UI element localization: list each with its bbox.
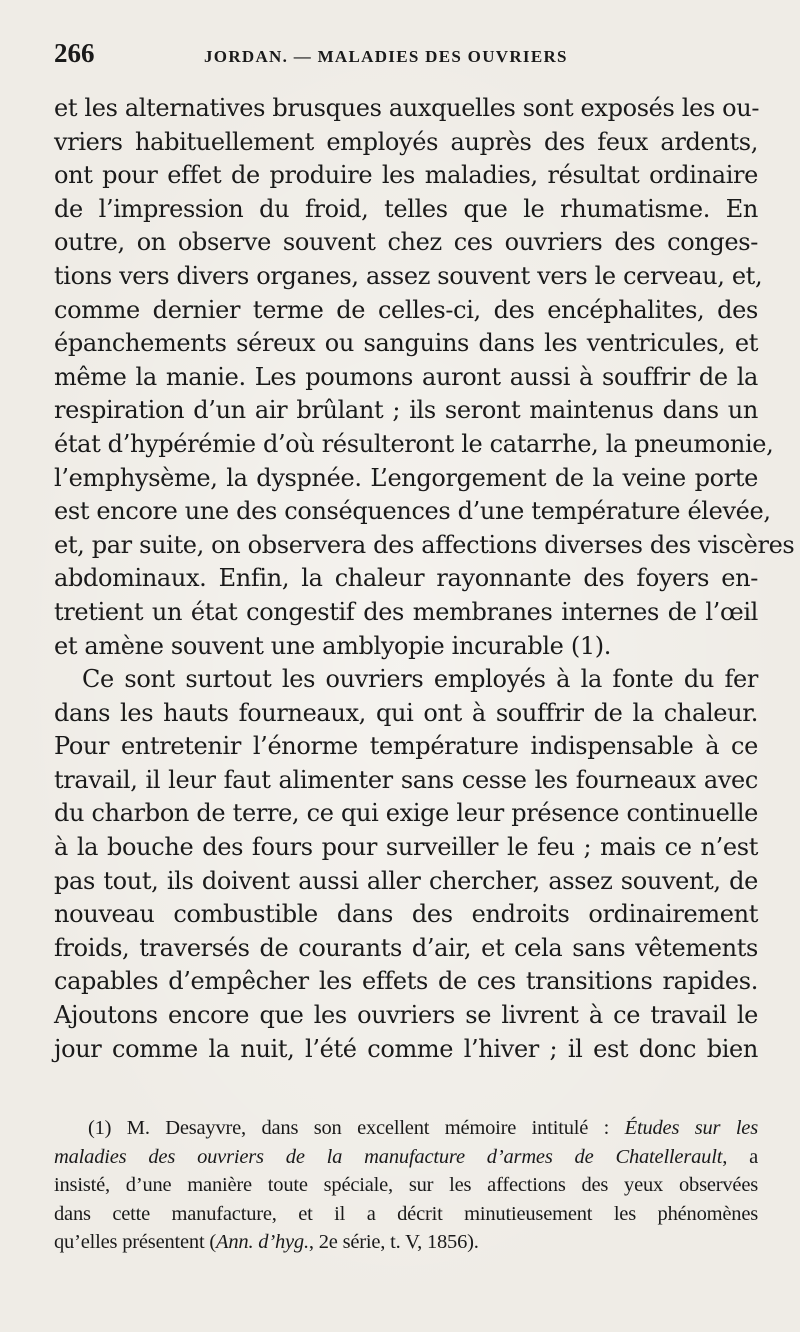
text-line: tions vers divers organes, assez souvent vers le cerveau, et, <box>54 261 763 290</box>
running-title: JORDAN. — MALADIES DES OUVRIERS <box>204 47 568 66</box>
footnote <box>54 1114 758 1257</box>
text-line: à la bouche des fours pour surveiller le feu ; mais ce n’est <box>54 833 758 862</box>
footnote-line: dans cette manufacture, et il a décrit minutieusement les phénomènes <box>54 1202 758 1225</box>
text-line: jour comme la nuit, l’été comme l’hiver ; il est donc bien <box>54 1034 758 1063</box>
footnote-line: insisté, d’une manière toute spéciale, sur les affections des yeux observées <box>54 1174 758 1197</box>
text-line: abdominaux. Enfin, la chaleur rayonnante des foyers en- <box>54 564 758 593</box>
text-line: est encore une des conséquences d’une température élevée, <box>54 497 771 526</box>
running-header <box>54 38 758 78</box>
footnote-text: , a <box>722 1145 758 1168</box>
text-line: état d’hypérémie d’où résulteront le catarrhe, la pneumonie, <box>54 429 774 458</box>
footnote-title: maladies des ouvriers de la manufacture d’armes de Chatellerault <box>54 1145 723 1168</box>
text-line: et amène souvent une amblyopie incurable (1). <box>54 631 612 660</box>
text-line: comme dernier terme de celles-ci, des encéphalites, des <box>54 295 758 324</box>
text-line: de l’impression du froid, telles que le rhumatisme. En <box>54 194 758 223</box>
footnote-title: Études sur les <box>624 1117 758 1140</box>
text-line: et les alternatives brusques auxquelles sont exposés les ou- <box>54 94 760 122</box>
text-line: capables d’empêcher les effets de ces transitions rapides. <box>54 967 758 996</box>
text-line: et, par suite, on observera des affections diverses des viscères <box>54 530 795 559</box>
text-line: Ajoutons encore que les ouvriers se livrent à ce travail le <box>54 1001 758 1030</box>
text-line: respiration d’un air brûlant ; ils seront maintenus dans un <box>54 396 758 425</box>
footnote-line <box>54 1114 758 1143</box>
footnote-text: , 2e série, t. V, 1856). <box>308 1231 479 1254</box>
paragraph-2 <box>54 663 758 1066</box>
text-line: travail, il leur faut alimenter sans cesse les fourneaux avec <box>54 765 758 794</box>
footnote-line <box>54 1228 758 1257</box>
text-line: même la manie. Les poumons auront aussi à souffrir de la <box>54 362 758 391</box>
text-line: tretient un état congestif des membranes internes de l’œil <box>54 597 758 626</box>
footnote-text: (1) M. Desayvre, dans son excellent mémoire intitulé : <box>88 1117 625 1140</box>
text-line: vriers habituellement employés auprès des feux ardents, <box>54 127 758 156</box>
footnote-journal: Ann. d’hyg. <box>216 1231 309 1254</box>
text-line: l’emphysème, la dyspnée. L’engorgement de la veine porte <box>54 463 758 492</box>
text-line: dans les hauts fourneaux, qui ont à souffrir de la chaleur. <box>54 698 758 727</box>
text-line: outre, on observe souvent chez ces ouvriers des conges- <box>54 228 758 257</box>
text-line: ont pour effet de produire les maladies, résultat ordinaire <box>54 161 758 190</box>
page-number: 266 <box>54 38 95 68</box>
footnote-line <box>54 1143 758 1172</box>
text-line: Ce sont surtout les ouvriers employés à la fonte du fer <box>82 665 758 694</box>
footnote-text: qu’elles présentent ( <box>54 1231 217 1254</box>
text-line: nouveau combustible dans des endroits ordinairement <box>54 900 758 929</box>
text-line: Pour entretenir l’énorme température indispensable à ce <box>54 732 758 761</box>
text-line: épanchements séreux ou sanguins dans les ventricules, et <box>54 329 758 358</box>
text-line: pas tout, ils doivent aussi aller chercher, assez souvent, de <box>54 866 758 895</box>
paragraph-1 <box>54 92 795 663</box>
main-text <box>54 92 795 1066</box>
text-line: froids, traversés de courants d’air, et cela sans vêtements <box>54 933 758 962</box>
text-line: du charbon de terre, ce qui exige leur présence continuelle <box>54 799 758 828</box>
